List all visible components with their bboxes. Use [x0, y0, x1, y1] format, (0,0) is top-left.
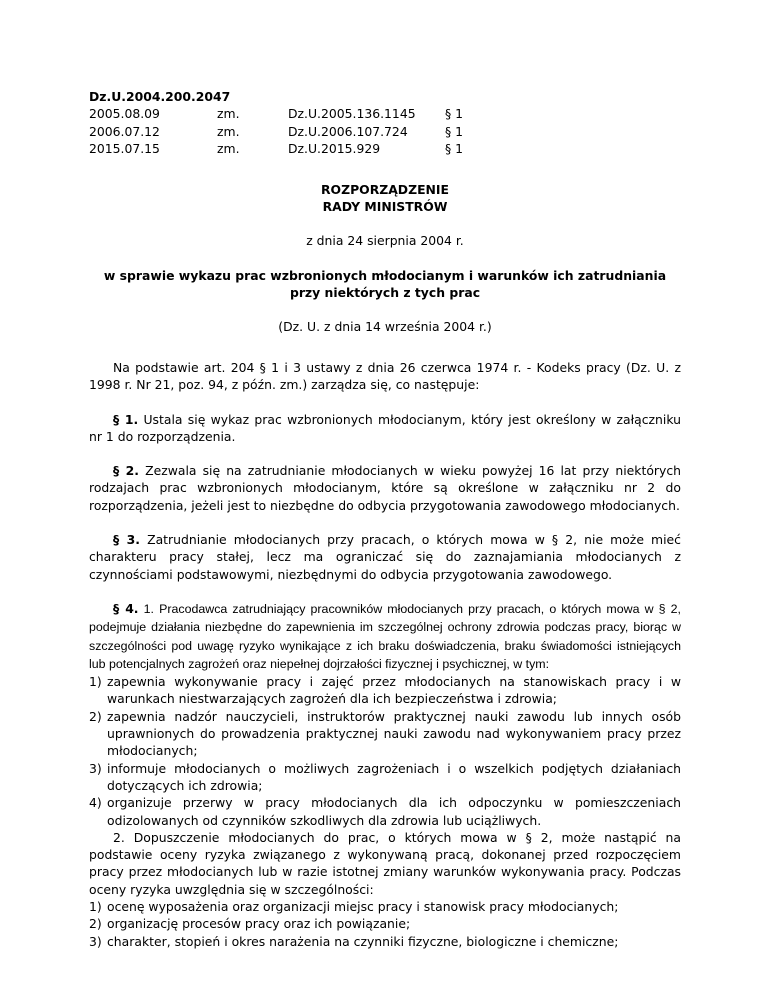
section-4-1	[89, 600, 681, 673]
publication-note: (Dz. U. z dnia 14 września 2004 r.)	[278, 318, 492, 334]
amendment-type: zm.	[217, 123, 240, 139]
section-4-2-list	[89, 898, 681, 950]
paragraph-4	[89, 600, 681, 950]
amendment-row	[89, 105, 681, 122]
section-4-2: 2. Dopuszczenie młodocianych do prac, o których mowa w § 2, może nastąpić na podstawie oceny ryzyka związanego z wykonywaną pracą, dokonanej przed rozpoczęciem pracy przez młodocianych lub w razie istotnej zmiany warunków wykonywania pracy. Podczas oceny ryzyka uwzględnia się w szczególności:	[89, 829, 681, 897]
list-item	[89, 898, 681, 915]
subject-line-2: przy niektórych z tych prac	[289, 285, 481, 301]
list-item	[89, 794, 681, 829]
paragraph-label: § 2.	[113, 463, 139, 479]
list-text: organizuje przerwy w pracy młodocianych dla ich odpoczynku w pomieszczeniach odizolowanych od czynników szkodliwych dla zdrowia lub uciążliwych.	[107, 795, 681, 828]
list-item	[89, 760, 681, 795]
list-text: zapewnia wykonywanie pracy i zajęć przez młodocianych na stanowiskach pracy i w warunkach niestwarzających zagrożeń dla ich bezpieczeństwa i zdrowia;	[107, 674, 681, 707]
title-line-1: ROZPORZĄDZENIE	[321, 182, 449, 198]
amendment-paragraph: § 1	[445, 123, 464, 139]
document-page	[89, 88, 681, 950]
amendment-reference: Dz.U.2006.107.724	[288, 123, 408, 139]
amendment-row	[89, 123, 681, 140]
list-number: 3)	[89, 933, 102, 949]
journal-reference: Dz.U.2004.200.2047	[89, 89, 231, 104]
list-text: informuje młodocianych o możliwych zagrożeniach i o wszelkich podjętych działaniach dotyczących ich zdrowia;	[107, 760, 681, 793]
paragraph-text: 1. Pracodawca zatrudniający pracowników młodocianych przy pracach, o których mowa w § 2, podejmuje działania niezbędne do zapewnienia im szczególnej ochrony zdrowia podczas pracy, biorąc w szczególności pod uwagę ryzyko wynikające z ich braku doświadczenia, braku świadomości istniejących lub potencjalnych zagrożeń oraz niepełnej dojrzałości fizycznej i psychicznej, w tym:	[89, 601, 681, 671]
amendment-row	[89, 140, 681, 157]
list-number: 3)	[89, 760, 102, 776]
section-4-1-list	[89, 673, 681, 829]
paragraph-label: § 3.	[113, 532, 140, 548]
title-line-2: RADY MINISTRÓW	[322, 199, 448, 215]
amendment-type: zm.	[217, 140, 240, 156]
paragraph-label: § 1.	[113, 411, 139, 427]
legal-basis: Na podstawie art. 204 § 1 i 3 ustawy z dnia 26 czerwca 1974 r. - Kodeks pracy (Dz. U. z 1998 r. Nr 21, poz. 94, z późn. zm.) zarządza się, co następuje:	[89, 359, 681, 393]
list-item	[89, 915, 681, 932]
list-text: ocenę wyposażenia oraz organizacji miejsc pracy i stanowisk pracy młodocianych;	[107, 898, 619, 914]
list-text: organizację procesów pracy oraz ich powiązanie;	[107, 916, 411, 932]
amendment-reference: Dz.U.2015.929	[288, 140, 381, 156]
document-date: z dnia 24 sierpnia 2004 r.	[306, 232, 464, 248]
list-text: zapewnia nadzór nauczycieli, instruktorów praktycznej nauki zawodu lub innych osób uprawnionych do prowadzenia praktycznej nauki zawodu nad wykonywaniem pracy przez młodocianych;	[107, 708, 681, 759]
list-number: 4)	[89, 795, 102, 811]
list-text: charakter, stopień i okres narażenia na czynniki fizyczne, biologiczne i chemiczne;	[107, 933, 619, 949]
paragraph-text: Zezwala się na zatrudnianie młodocianych w wieku powyżej 16 lat przy niektórych rodzajach prac wzbronionych młodocianym, które są określone w załączniku nr 2 do rozporządzenia, jeżeli jest to niezbędne do odbycia przygotowania zawodowego młodocianych.	[89, 463, 681, 513]
paragraph-text: Zatrudnianie młodocianych przy pracach, o których mowa w § 2, nie może mieć charakteru pracy stałej, lecz ma ograniczać się do zaznajamiania młodocianych z czynnościami podstawowymi, niezbędnymi do odbycia przygotowania zawodowego.	[89, 532, 681, 582]
paragraph-2	[89, 462, 681, 514]
paragraph-1	[89, 411, 681, 446]
amendments-table	[89, 105, 681, 157]
amendment-date: 2005.08.09	[89, 106, 160, 122]
list-number: 2)	[89, 708, 102, 724]
amendment-paragraph: § 1	[445, 106, 464, 122]
list-number: 1)	[89, 674, 102, 690]
amendment-date: 2006.07.12	[89, 123, 160, 139]
list-number: 2)	[89, 916, 102, 932]
list-item	[89, 933, 681, 950]
amendment-reference: Dz.U.2005.136.1145	[288, 106, 416, 122]
document-title	[89, 181, 681, 216]
list-item	[89, 673, 681, 708]
paragraph-text: Ustala się wykaz prac wzbronionych młodocianym, który jest określony w załączniku nr 1 do rozporządzenia.	[89, 411, 681, 444]
amendment-type: zm.	[217, 106, 240, 122]
paragraph-label: § 4.	[113, 600, 139, 616]
list-item	[89, 708, 681, 760]
paragraph-3	[89, 531, 681, 583]
amendment-paragraph: § 1	[445, 140, 464, 156]
amendment-date: 2015.07.15	[89, 140, 160, 156]
subject-line-1: w sprawie wykazu prac wzbronionych młodocianym i warunków ich zatrudniania	[103, 268, 667, 284]
document-subject	[89, 267, 681, 302]
list-number: 1)	[89, 898, 102, 914]
